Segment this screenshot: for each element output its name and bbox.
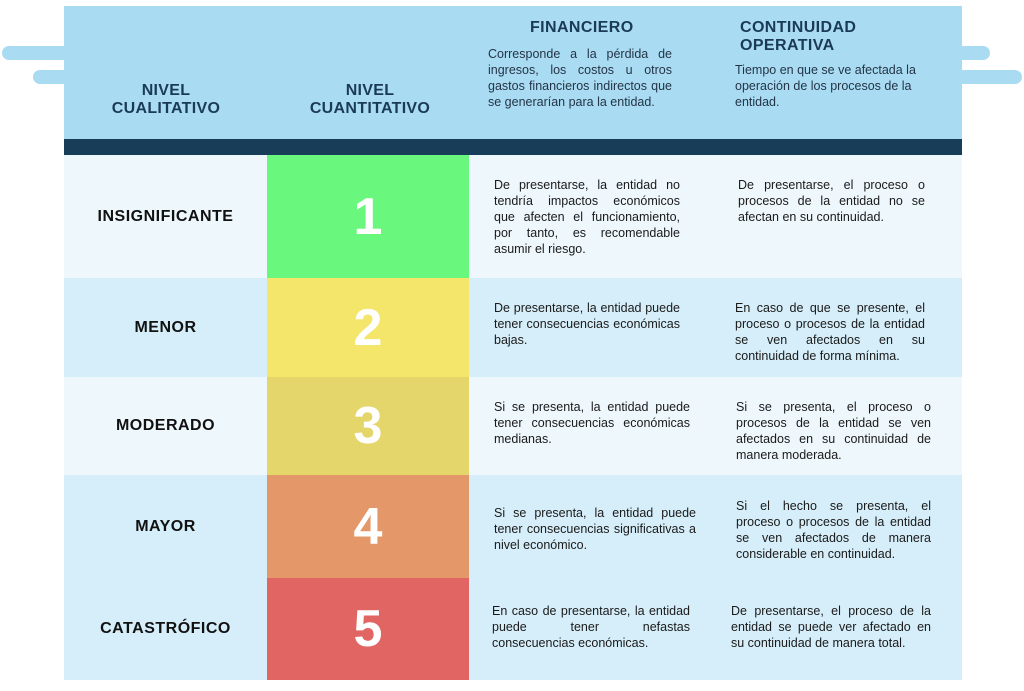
quantitative-level: 4: [267, 475, 469, 578]
table-row: [64, 155, 962, 278]
qualitative-level: MENOR: [134, 318, 197, 336]
header-continuidad-description: Tiempo en que se ve afectada la operación de los procesos de la entidad.: [735, 63, 916, 109]
financiero-cell: De presentarse, la entidad puede tener consecuencias económicas bajas.: [494, 301, 680, 347]
financiero-cell: Si se presenta, la entidad puede tener consecuencias económicas medianas.: [494, 400, 690, 446]
qualitative-level: INSIGNIFICANTE: [97, 207, 234, 225]
qualitative-level: MAYOR: [135, 517, 196, 535]
quantitative-level: 1: [267, 155, 469, 278]
continuidad-cell: De presentarse, el proceso o procesos de la entidad no se afectan en su continuidad.: [738, 178, 925, 224]
header-continuidad-title: CONTINUIDAD OPERATIVA: [740, 19, 857, 54]
table-header: [64, 6, 962, 139]
quantitative-level: 5: [267, 578, 469, 680]
qualitative-level: CATASTRÓFICO: [100, 620, 231, 637]
header-financiero-description: Corresponde a la pérdida de ingresos, los costos u otros gastos financieros indirectos que se generarían para la entidad.: [488, 47, 672, 109]
financiero-cell: Si se presenta, la entidad puede tener consecuencias significativas a nivel económico.: [494, 506, 696, 552]
header-divider-bar: [64, 139, 962, 155]
table-row: [64, 377, 962, 475]
quantitative-level: 2: [267, 278, 469, 377]
continuidad-cell: En caso de que se presente, el proceso o procesos de la entidad se ven afectados en su continuidad de forma mínima.: [735, 301, 925, 363]
header-nivel-cuantitativo: NIVEL CUANTITATIVO: [309, 82, 431, 117]
financiero-cell: En caso de presentarse, la entidad puede tener nefastas consecuencias económicas.: [492, 604, 690, 650]
continuidad-cell: Si el hecho se presenta, el proceso o procesos de la entidad se ven afectados de manera considerable en continuidad.: [736, 499, 931, 561]
financiero-cell: De presentarse, la entidad no tendría impactos económicos que afecten el funcionamiento, por tanto, es recomendable asumir el riesgo.: [494, 178, 680, 256]
impact-table: [64, 6, 962, 680]
table-row: [64, 278, 962, 377]
quantitative-level: 3: [267, 377, 469, 475]
table-row: [64, 578, 962, 680]
continuidad-cell: Si se presenta, el proceso o procesos de la entidad se ven afectados en su continuidad de manera moderada.: [736, 400, 931, 462]
header-financiero-title: FINANCIERO: [530, 19, 634, 36]
table-row: [64, 475, 962, 578]
header-nivel-cualitativo: NIVEL CUALITATIVO: [111, 82, 221, 117]
continuidad-cell: De presentarse, el proceso de la entidad se puede ver afectado en su continuidad de manera total.: [731, 604, 931, 650]
qualitative-level: MODERADO: [115, 417, 216, 434]
